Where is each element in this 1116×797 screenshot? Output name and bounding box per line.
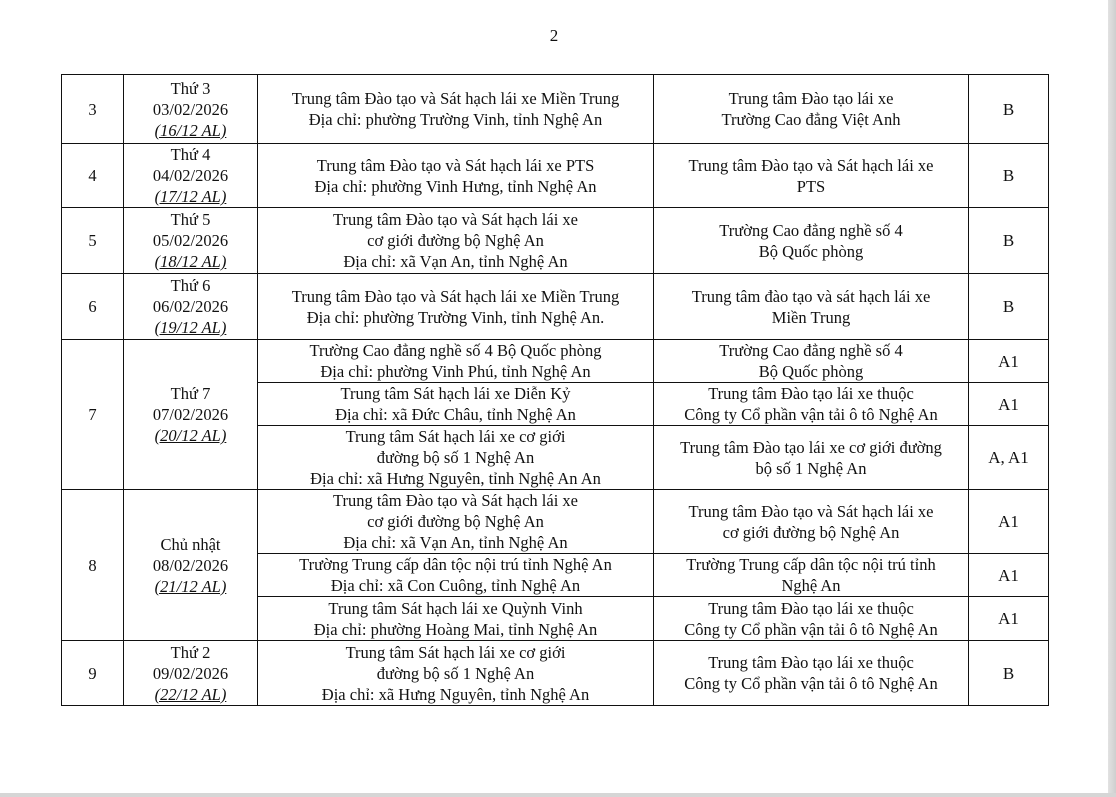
row-number: 9 bbox=[62, 641, 124, 706]
solar-date: 05/02/2026 bbox=[152, 231, 229, 250]
row-number: 7 bbox=[62, 340, 124, 490]
venue-line: Trung tâm Sát hạch lái xe Quỳnh Vinh bbox=[328, 598, 583, 618]
solar-date: 03/02/2026 bbox=[152, 99, 229, 119]
license-class-cell: A1 bbox=[969, 554, 1049, 597]
venue-line: Trung tâm Đào tạo và Sát hạch lái xe Miền Trung bbox=[291, 286, 620, 306]
table-row bbox=[62, 144, 1049, 208]
training-unit-cell bbox=[654, 144, 969, 208]
venue-line: Trung tâm Sát hạch lái xe cơ giới bbox=[345, 642, 566, 662]
training-unit-line: cơ giới đường bộ Nghệ An bbox=[722, 522, 900, 542]
venue-line: Địa chỉ: phường Vinh Phú, tỉnh Nghệ An bbox=[320, 362, 591, 381]
license-class-cell: B bbox=[969, 75, 1049, 144]
license-class-cell: A1 bbox=[969, 490, 1049, 554]
training-unit-line: PTS bbox=[796, 176, 826, 196]
training-unit-line: bộ số 1 Nghệ An bbox=[755, 458, 867, 478]
venue-line: cơ giới đường bộ Nghệ An bbox=[367, 512, 544, 531]
lunar-date: (16/12 AL) bbox=[154, 120, 227, 140]
schedule-body bbox=[62, 75, 1049, 706]
exam-date-cell bbox=[124, 340, 258, 490]
venue-line: cơ giới đường bộ Nghệ An bbox=[367, 231, 544, 250]
solar-date: 08/02/2026 bbox=[152, 555, 229, 575]
training-unit-line: Trường Cao đẳng nghề số 4 bbox=[719, 220, 903, 240]
exam-venue-cell bbox=[258, 426, 654, 490]
weekday-label: Thứ 2 bbox=[170, 642, 211, 662]
venue-line: Địa chỉ: phường Vinh Hưng, tỉnh Nghệ An bbox=[314, 176, 597, 196]
row-number: 8 bbox=[62, 490, 124, 641]
table-row bbox=[62, 641, 1049, 706]
training-unit-line: Trung tâm Đào tạo và Sát hạch lái xe bbox=[688, 155, 934, 175]
training-unit-cell bbox=[654, 208, 969, 274]
exam-venue-cell bbox=[258, 597, 654, 641]
lunar-date: (19/12 AL) bbox=[154, 318, 227, 337]
training-unit-line: Trường Cao đẳng Việt Anh bbox=[721, 110, 901, 129]
venue-line: Địa chỉ: xã Đức Châu, tỉnh Nghệ An bbox=[335, 405, 576, 424]
lunar-date: (17/12 AL) bbox=[154, 187, 227, 206]
page-edge-right bbox=[1108, 0, 1116, 797]
training-unit-cell bbox=[654, 75, 969, 144]
table-row bbox=[62, 490, 1049, 554]
training-unit-line: Trung tâm Đào tạo và Sát hạch lái xe bbox=[688, 501, 934, 521]
training-unit-line: Trường Cao đẳng nghề số 4 bbox=[719, 341, 903, 360]
row-number: 4 bbox=[62, 144, 124, 208]
training-unit-cell bbox=[654, 340, 969, 383]
training-unit-cell bbox=[654, 383, 969, 426]
weekday-label: Thứ 6 bbox=[170, 276, 211, 295]
training-unit-line: Trung tâm Đào tạo lái xe thuộc bbox=[708, 653, 914, 672]
weekday-label: Thứ 7 bbox=[170, 384, 211, 403]
license-class-cell: A1 bbox=[969, 340, 1049, 383]
exam-venue-cell bbox=[258, 274, 654, 340]
weekday-label: Thứ 3 bbox=[170, 78, 211, 98]
license-class-cell: A1 bbox=[969, 597, 1049, 641]
training-unit-line: Bộ Quốc phòng bbox=[758, 362, 864, 381]
license-class-cell: B bbox=[969, 208, 1049, 274]
exam-venue-cell bbox=[258, 383, 654, 426]
venue-line: Trung tâm Đào tạo và Sát hạch lái xe Miền Trung bbox=[291, 89, 620, 108]
venue-line: Trường Trung cấp dân tộc nội trú tỉnh Nghệ An bbox=[299, 555, 612, 574]
exam-venue-cell bbox=[258, 75, 654, 144]
lunar-date: (18/12 AL) bbox=[154, 252, 227, 271]
license-class-cell: A1 bbox=[969, 383, 1049, 426]
training-unit-cell bbox=[654, 426, 969, 490]
venue-line: Địa chỉ: phường Trường Vinh, tỉnh Nghệ An. bbox=[306, 307, 605, 327]
page-number: 2 bbox=[549, 26, 559, 45]
exam-venue-cell bbox=[258, 144, 654, 208]
training-unit-cell bbox=[654, 641, 969, 706]
training-unit-line: Trung tâm Đào tạo lái xe cơ giới đường bbox=[680, 437, 942, 457]
training-unit-line: Miền Trung bbox=[771, 307, 851, 327]
weekday-label: Thứ 5 bbox=[170, 210, 211, 229]
training-unit-line: Công ty Cổ phần vận tải ô tô Nghệ An bbox=[684, 619, 938, 639]
venue-line: Địa chỉ: xã Hưng Nguyên, tỉnh Nghệ An bbox=[321, 684, 590, 704]
venue-line: Trung tâm Sát hạch lái xe cơ giới bbox=[345, 427, 566, 446]
exam-venue-cell bbox=[258, 490, 654, 554]
venue-line: đường bộ số 1 Nghệ An bbox=[376, 663, 535, 683]
venue-line: đường bộ số 1 Nghệ An bbox=[376, 448, 535, 467]
training-unit-line: Công ty Cổ phần vận tải ô tô Nghệ An bbox=[684, 405, 938, 424]
venue-line: Địa chỉ: phường Hoàng Mai, tỉnh Nghệ An bbox=[313, 619, 598, 639]
training-unit-line: Bộ Quốc phòng bbox=[758, 241, 864, 261]
exam-date-cell bbox=[124, 274, 258, 340]
venue-line: Địa chỉ: xã Hưng Nguyên, tỉnh Nghệ An An bbox=[310, 469, 601, 488]
training-unit-line: Trường Trung cấp dân tộc nội trú tỉnh bbox=[686, 555, 936, 574]
solar-date: 07/02/2026 bbox=[152, 405, 229, 424]
venue-line: Địa chỉ: xã Con Cuông, tỉnh Nghệ An bbox=[330, 576, 581, 595]
training-unit-line: Trung tâm Đào tạo lái xe thuộc bbox=[708, 384, 914, 403]
venue-line: Trung tâm Đào tạo và Sát hạch lái xe PTS bbox=[316, 155, 595, 175]
venue-line: Trung tâm Sát hạch lái xe Diễn Kỷ bbox=[340, 384, 571, 403]
solar-date: 06/02/2026 bbox=[152, 297, 229, 316]
table-row bbox=[62, 208, 1049, 274]
license-class-cell: B bbox=[969, 144, 1049, 208]
row-number: 3 bbox=[62, 75, 124, 144]
venue-line: Trung tâm Đào tạo và Sát hạch lái xe bbox=[332, 210, 578, 229]
exam-venue-cell bbox=[258, 340, 654, 383]
lunar-date: (21/12 AL) bbox=[154, 576, 227, 596]
training-unit-line: Trung tâm Đào tạo lái xe thuộc bbox=[708, 598, 914, 618]
solar-date: 04/02/2026 bbox=[152, 166, 229, 185]
lunar-date: (22/12 AL) bbox=[154, 684, 227, 704]
row-number: 5 bbox=[62, 208, 124, 274]
exam-date-cell bbox=[124, 144, 258, 208]
venue-line: Trung tâm Đào tạo và Sát hạch lái xe bbox=[332, 491, 578, 510]
exam-date-cell bbox=[124, 208, 258, 274]
exam-venue-cell bbox=[258, 554, 654, 597]
venue-line: Trường Cao đẳng nghề số 4 Bộ Quốc phòng bbox=[309, 341, 602, 360]
exam-schedule-table bbox=[61, 74, 1049, 706]
training-unit-cell bbox=[654, 274, 969, 340]
venue-line: Địa chỉ: phường Trường Vinh, tỉnh Nghệ An bbox=[308, 110, 603, 129]
weekday-label: Thứ 4 bbox=[170, 145, 211, 164]
license-class-cell: B bbox=[969, 641, 1049, 706]
table-row bbox=[62, 340, 1049, 383]
weekday-label: Chủ nhật bbox=[160, 534, 221, 554]
table-row bbox=[62, 75, 1049, 144]
page-edge-bottom bbox=[0, 793, 1116, 797]
training-unit-line: Công ty Cổ phần vận tải ô tô Nghệ An bbox=[684, 674, 938, 693]
row-number: 6 bbox=[62, 274, 124, 340]
table-row bbox=[62, 274, 1049, 340]
venue-line: Địa chỉ: xã Vạn An, tỉnh Nghệ An bbox=[343, 533, 568, 552]
training-unit-cell bbox=[654, 554, 969, 597]
lunar-date: (20/12 AL) bbox=[154, 426, 227, 445]
solar-date: 09/02/2026 bbox=[152, 663, 229, 683]
exam-date-cell bbox=[124, 75, 258, 144]
training-unit-cell bbox=[654, 490, 969, 554]
training-unit-line: Trung tâm Đào tạo lái xe bbox=[728, 89, 894, 108]
training-unit-cell bbox=[654, 597, 969, 641]
exam-date-cell bbox=[124, 490, 258, 641]
exam-venue-cell bbox=[258, 641, 654, 706]
exam-date-cell bbox=[124, 641, 258, 706]
license-class-cell: B bbox=[969, 274, 1049, 340]
training-unit-line: Nghệ An bbox=[781, 576, 841, 595]
venue-line: Địa chỉ: xã Vạn An, tỉnh Nghệ An bbox=[343, 252, 568, 271]
license-class-cell: A, A1 bbox=[969, 426, 1049, 490]
exam-venue-cell bbox=[258, 208, 654, 274]
training-unit-line: Trung tâm đào tạo và sát hạch lái xe bbox=[691, 286, 931, 306]
